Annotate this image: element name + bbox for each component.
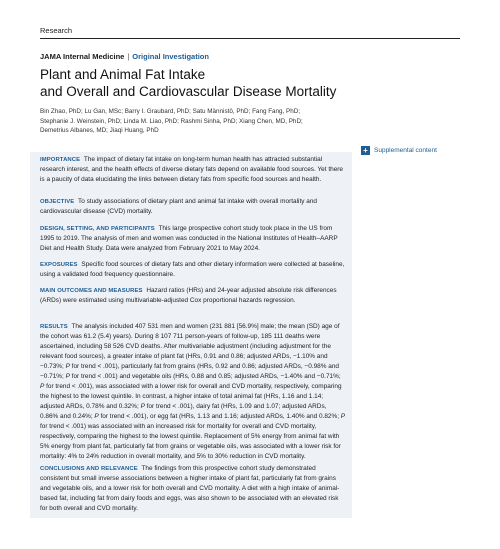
results-text-6: for trend < .001), or egg fat (HRs, 1.13 and 1.16; adjusted ARDs, 1.40% and 0.82%;	[98, 413, 341, 420]
outcomes-heading: MAIN OUTCOMES AND MEASURES	[40, 288, 143, 294]
conclusions-text: The findings from this prospective cohort study demonstrated consistent but small inverse associations between a higher intake of plant fat, particularly fat from grains and vegetable oils, and a lower risk for both overall and CVD mortality. A diet with a high intake of animal-based fat, including fat from dairy foods and eggs, was also shown to be associated with an elevated risk for both overall and CVD mortality.	[40, 465, 340, 512]
abstract-design	[40, 224, 346, 254]
results-text-7: for trend < .001) was associated with an increased risk for mortality for overall and CVD mortality, respectively, comparing the highest to the lowest quintile. Replacement of 5% energy from animal fat with 5% energy from plant fat, particularly fat from grains or vegetable oils, was associated with a lower risk for mortality: 4% to 24% reduction in overall mortality, and 5% to 30% reduction in CVD mortality.	[40, 423, 341, 460]
exposures-text: Specific food sources of dietary fats and other dietary information were collected at baseline, using a validated food frequency questionnaire.	[40, 261, 345, 278]
header-divider	[40, 38, 460, 39]
results-text-1: The analysis included 407 531 men and women (231 881 [56.9%] male; the mean (SD) age of the cohort was 61.2 (5.4) years). During 8 107 711 person-years of follow-up, 185 111 deaths were ascertained, including 58 526 CVD deaths. After multivariable adjustment (including adjustment for the relevant food sources), a greater intake of plant fat (HRs, 0.91 and 0.86; adjusted ARDs, −1.10% and −0.73%;	[40, 323, 340, 370]
journal-line	[40, 52, 209, 61]
abstract-outcomes	[40, 286, 346, 306]
exposures-heading: EXPOSURES	[40, 262, 78, 268]
title-line-1: Plant and Animal Fat Intake	[40, 67, 206, 82]
p-value-symbol: P	[140, 403, 145, 410]
importance-text: The impact of dietary fat intake on long-term human health has attracted substantial research interest, and the health effects of diverse dietary fats depend on available food sources. Yet there is a paucity of data elucidating the links between dietary fats from specific food sources and health.	[40, 156, 343, 183]
conclusions-heading: CONCLUSIONS AND RELEVANCE	[40, 466, 138, 472]
p-value-symbol: P	[65, 373, 70, 380]
abstract-objective	[40, 197, 346, 217]
results-text-2: for trend < .001), particularly fat from grains (HRs, 0.92 and 0.86; adjusted ARDs, −0.98% and −0.71%;	[40, 363, 339, 380]
article-type: Original Investigation	[132, 52, 209, 61]
objective-text: To study associations of dietary plant and animal fat intake with overall mortality and cardiovascular disease (CVD) mortality.	[40, 198, 318, 215]
results-text-4: for trend < .001), was associated with a lower risk for overall and CVD mortality, respectively, comparing the highest to the lowest quintile. In contrast, a higher intake of total animal fat (HRs, 1.16 and 1.14; adjusted ARDs, 0.78% and 0.32%;	[40, 383, 342, 410]
author-list	[40, 107, 350, 136]
p-value-symbol: P	[40, 383, 45, 390]
supplemental-content-label: Supplemental content	[374, 147, 437, 154]
p-value-symbol: P	[94, 413, 99, 420]
abstract-box	[30, 152, 352, 518]
abstract-importance	[40, 155, 346, 185]
article-title	[40, 66, 460, 100]
authors-line-1: Bin Zhao, PhD; Lu Gan, MSc; Barry I. Graubard, PhD; Satu Männistö, PhD; Fang Fang, PhD;	[40, 108, 301, 115]
results-text-3: for trend < .001) and vegetable oils (HRs, 0.88 and 0.85; adjusted ARDs, −1.40% and −0.71%;	[69, 373, 341, 380]
outcomes-text: Hazard ratios (HRs) and 24-year adjusted absolute risk differences (ARDs) were estimated using multivariable-adjusted Cox proportional hazards regression.	[40, 287, 337, 304]
results-heading: RESULTS	[40, 324, 68, 330]
results-text-5: for trend < .001), dairy fat (HRs, 1.09 and 1.07; adjusted ARDs, 0.86% and 0.24%;	[40, 403, 327, 420]
section-label: Research	[40, 26, 73, 35]
authors-line-3: Demetrius Albanes, MD; Jiaqi Huang, PhD	[40, 127, 159, 134]
abstract-exposures	[40, 260, 346, 280]
authors-line-2: Stephanie J. Weinstein, PhD; Linda M. Liao, PhD; Rashmi Sinha, PhD; Xiang Chen, MD, PhD;	[40, 117, 303, 125]
objective-heading: OBJECTIVE	[40, 199, 75, 205]
abstract-results	[40, 322, 346, 462]
supplemental-content-link[interactable]	[361, 146, 437, 155]
plus-icon: +	[361, 146, 370, 155]
abstract-conclusions	[40, 464, 346, 514]
design-heading: DESIGN, SETTING, AND PARTICIPANTS	[40, 226, 155, 232]
importance-heading: IMPORTANCE	[40, 157, 81, 163]
journal-name: JAMA Internal Medicine	[40, 52, 125, 61]
journal-separator: |	[127, 52, 130, 61]
title-line-2: and Overall and Cardiovascular Disease Mortality	[40, 84, 337, 99]
p-value-symbol: P	[65, 363, 70, 370]
p-value-symbol: P	[340, 413, 346, 420]
design-text: This large prospective cohort study took place in the US from 1995 to 2019. The analysis of men and women was conducted in the National Institutes of Health–AARP Diet and Health Study. Data were analyzed from February 2021 to May 2024.	[40, 225, 338, 252]
